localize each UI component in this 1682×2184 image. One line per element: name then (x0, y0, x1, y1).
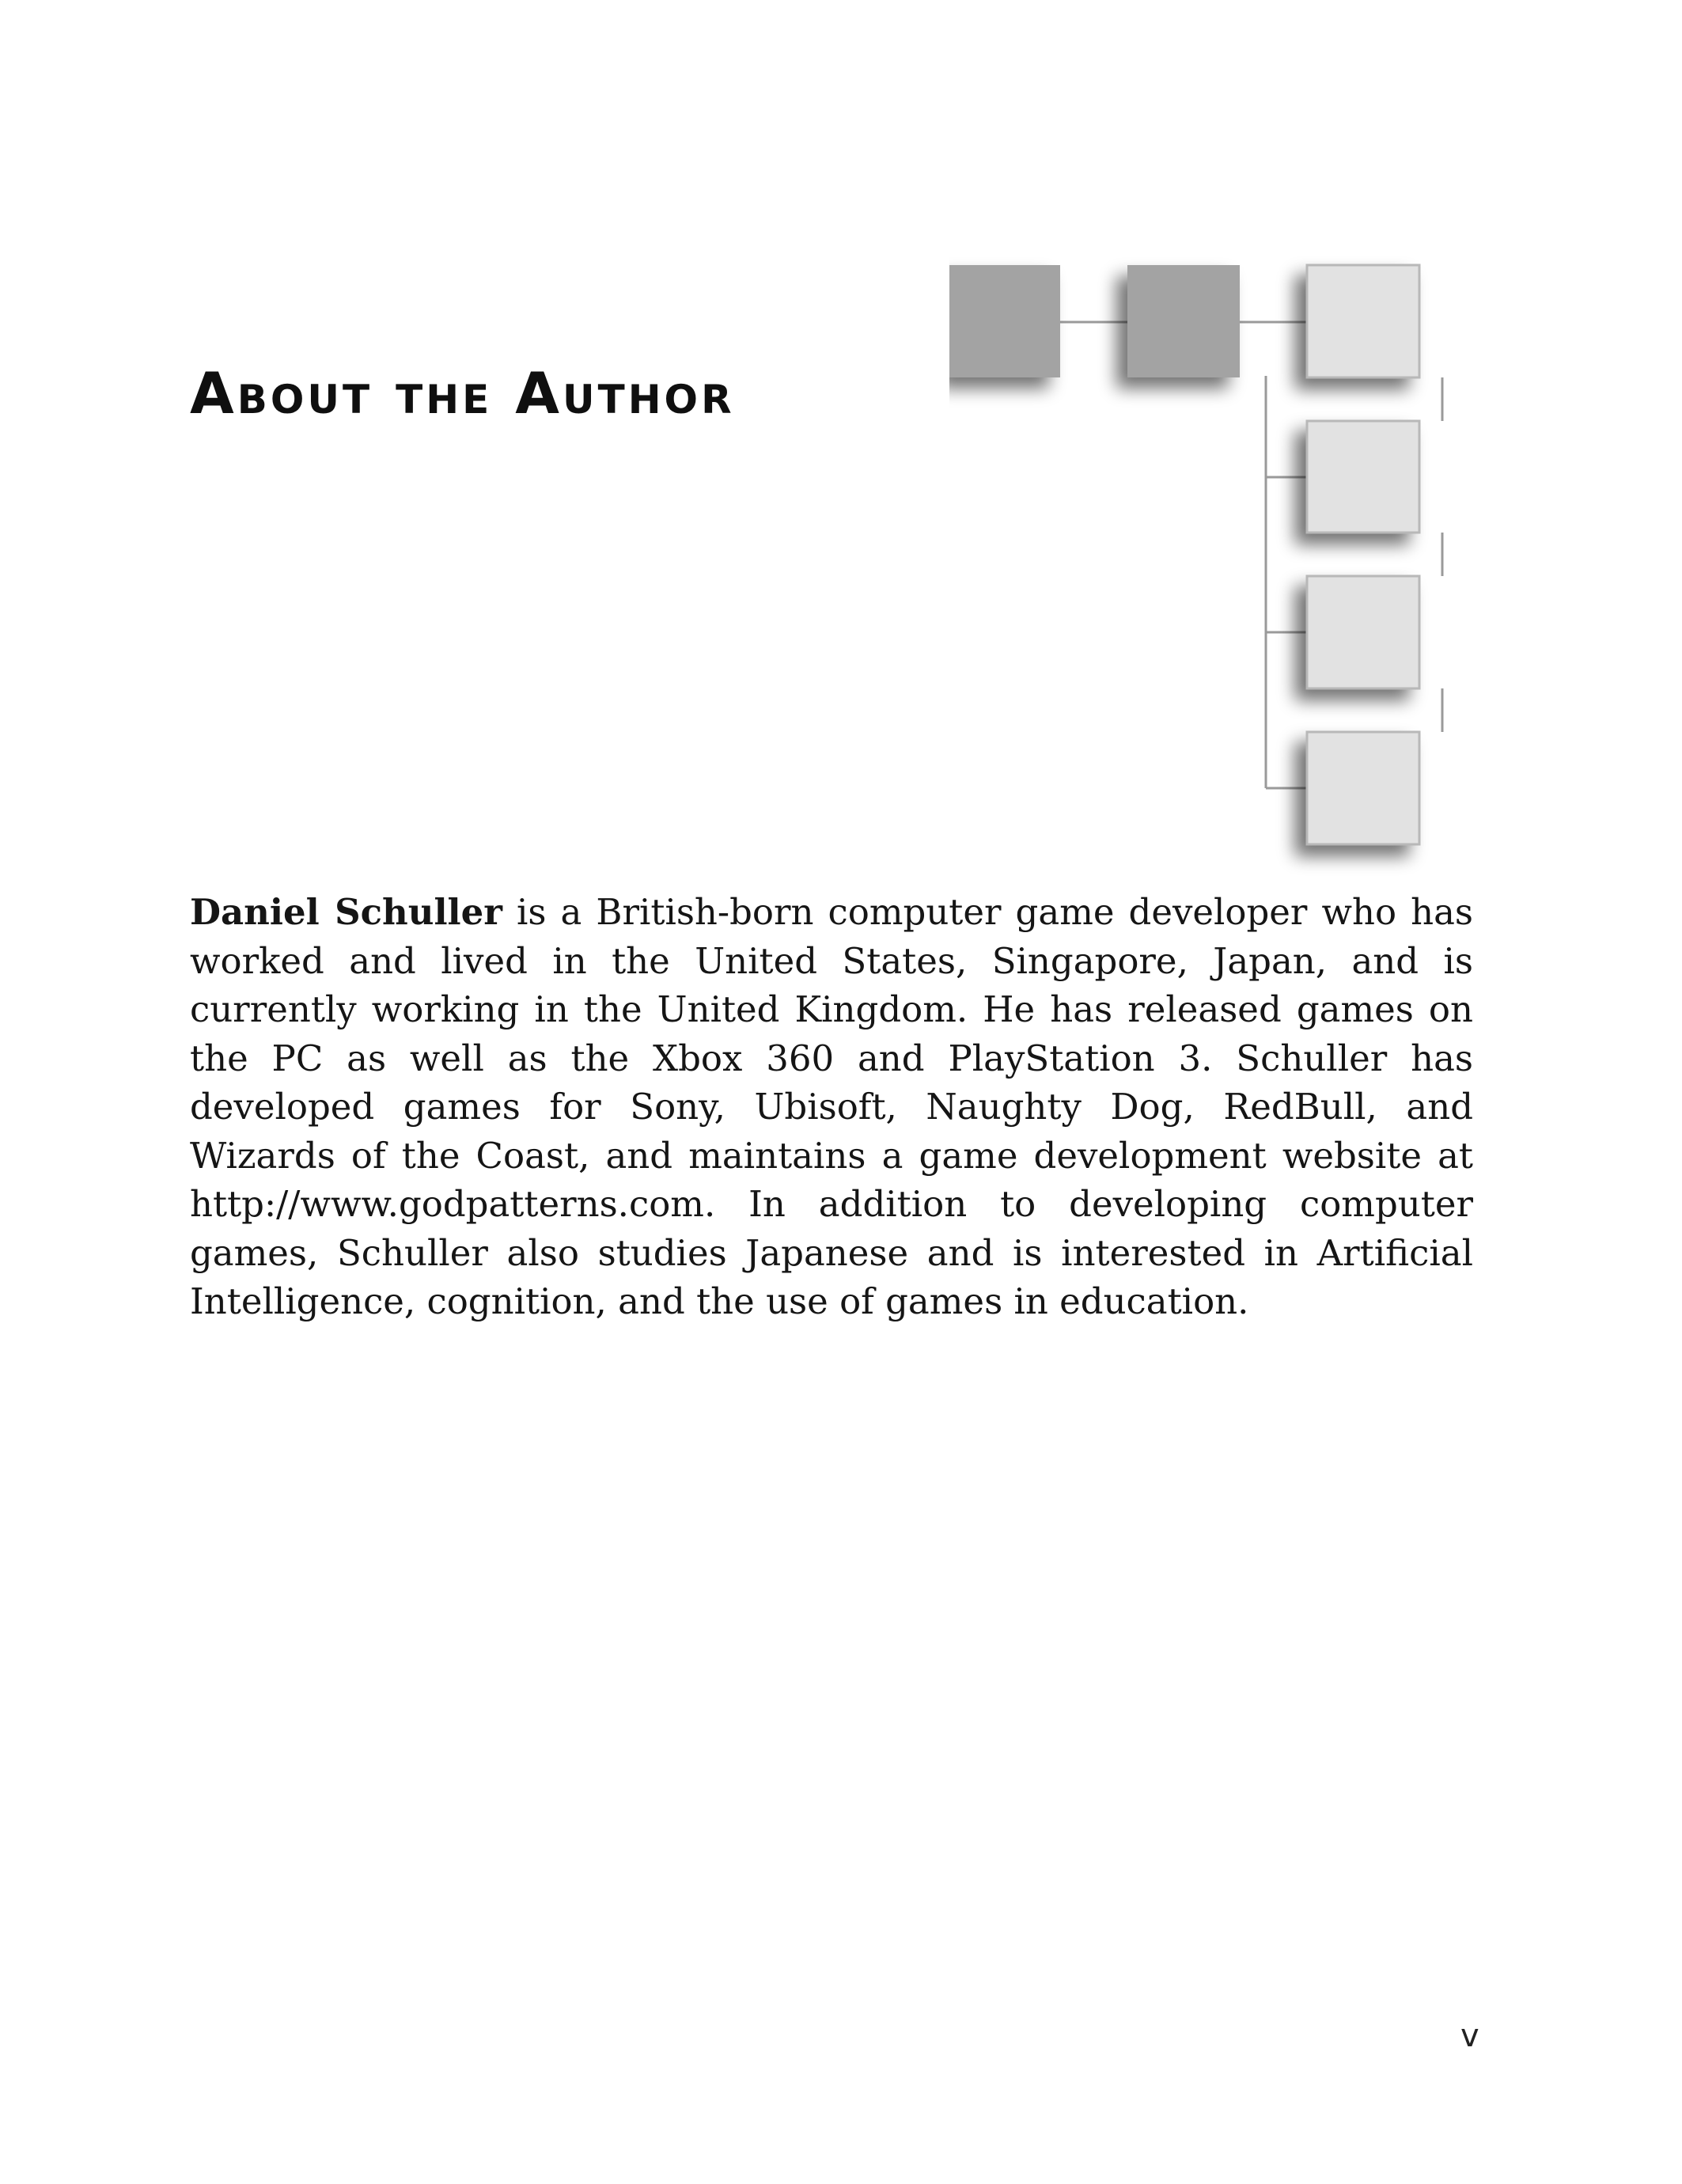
author-name: Daniel Schuller (190, 891, 502, 933)
dark-block (1127, 265, 1240, 377)
light-block (1307, 421, 1419, 533)
dark-block (949, 265, 1060, 377)
block-diagram-ornament (949, 237, 1519, 902)
connector-lines (1060, 322, 1442, 788)
light-block (1307, 732, 1419, 844)
bio-text: is a British-born computer game developer who has worked and lived in the United States, Singapore, Japan, and is currently working in the United Kingdom. He has released games on the PC as well as the Xbox 360 and PlayStation 3. Schuller has developed games for Sony, Ubisoft, Naughty Dog, RedBull, and Wizards of the Coast, and maintains a game development website at http://www.godpatterns.com. In addition to developing computer games, Schuller also studies Japanese and is interested in Artificial Intelligence, cognition, and the use of games in education. (190, 891, 1474, 1322)
light-block (1307, 576, 1419, 688)
page-number: v (1460, 2018, 1479, 2054)
author-bio (190, 888, 1473, 1326)
chapter-title: About the Author (190, 360, 735, 427)
light-block (1307, 265, 1419, 377)
